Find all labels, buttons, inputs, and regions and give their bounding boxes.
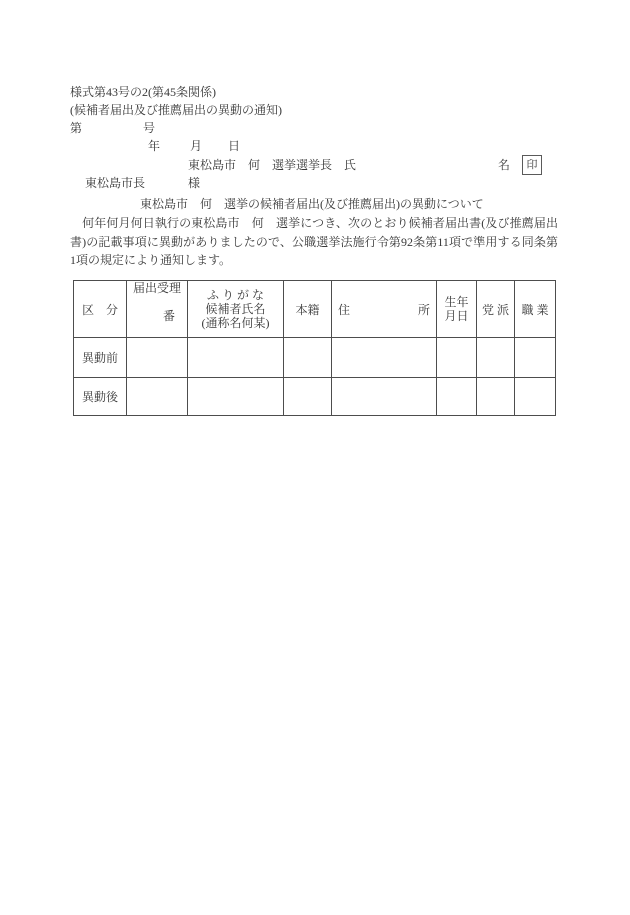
registered-domicile-label: 本籍: [295, 302, 320, 317]
seal-label: 印: [526, 158, 538, 171]
cell-before-birthdate: [437, 338, 477, 378]
cell-before-address: [332, 338, 437, 378]
column-header-birthdate: [437, 281, 477, 338]
column-header-address: [332, 281, 437, 338]
candidate-name-label: 候補者氏名: [205, 302, 266, 316]
candidate-name-alias: (通称名何某): [201, 316, 270, 330]
cell-after-receipt-number: [127, 378, 188, 416]
form-subtitle: (候補者届出及び推薦届出の異動の通知): [70, 103, 282, 117]
column-header-party: [477, 281, 515, 338]
address-label-right: 所: [417, 302, 430, 317]
row-label-after-change: 異動後: [74, 378, 127, 416]
date-year-label: 年: [148, 139, 161, 153]
column-header-candidate-name: [188, 281, 284, 338]
sender-title: 東松島市 何 選挙選挙長 氏: [188, 158, 357, 172]
row-label-before-change: 異動前: [74, 338, 127, 378]
birthdate-line1: 生年: [444, 295, 469, 309]
party-label: 党 派: [481, 302, 509, 317]
cell-after-candidate-name: [188, 378, 284, 416]
table-row-before-change: [74, 338, 556, 378]
column-header-category-label: 区 分: [81, 302, 118, 317]
address-label-left: 住: [338, 302, 351, 317]
body-paragraph: 何年何月何日執行の東松島市 何 選挙につき、次のとおり候補者届出書(及び推薦届出書)の記載事項に異動がありましたので、公職選挙法施行令第92条第11項で準用する同条第1項の規定により通知します。: [70, 216, 558, 267]
date-day-label: 日: [228, 139, 241, 153]
change-notification-table: [73, 280, 556, 416]
addressee-name: 東松島市長: [85, 176, 146, 190]
cell-after-birthdate: [437, 378, 477, 416]
subject-line: 東松島市 何 選挙の候補者届出(及び推薦届出)の異動について: [140, 197, 484, 211]
cell-after-party: [477, 378, 515, 416]
column-header-occupation: [515, 281, 556, 338]
occupation-label: 職 業: [521, 302, 549, 317]
candidate-name-furigana: ふ り が な: [206, 288, 264, 302]
cell-before-registered-domicile: [284, 338, 332, 378]
receipt-number-line1: 届出受理: [132, 281, 181, 295]
cell-before-occupation: [515, 338, 556, 378]
column-header-receipt-number: [127, 281, 188, 338]
cell-before-party: [477, 338, 515, 378]
column-header-category: [74, 281, 127, 338]
cell-before-receipt-number: [127, 338, 188, 378]
birthdate-line2: 月日: [444, 309, 469, 323]
receipt-number-line2: 番: [163, 309, 176, 323]
table-row-after-change: [74, 378, 556, 416]
cell-after-address: [332, 378, 437, 416]
cell-after-registered-domicile: [284, 378, 332, 416]
sender-name-label: 名: [498, 158, 511, 172]
doc-number-prefix: 第: [70, 121, 83, 135]
table-header-row: [74, 281, 556, 338]
cell-after-occupation: [515, 378, 556, 416]
form-style-number: 様式第43号の2(第45条関係): [70, 85, 216, 99]
date-month-label: 月: [190, 139, 203, 153]
addressee-honorific: 様: [188, 176, 201, 190]
doc-number-suffix: 号: [143, 121, 156, 135]
column-header-registered-domicile: [284, 281, 332, 338]
cell-before-candidate-name: [188, 338, 284, 378]
seal-mark: [522, 155, 542, 175]
